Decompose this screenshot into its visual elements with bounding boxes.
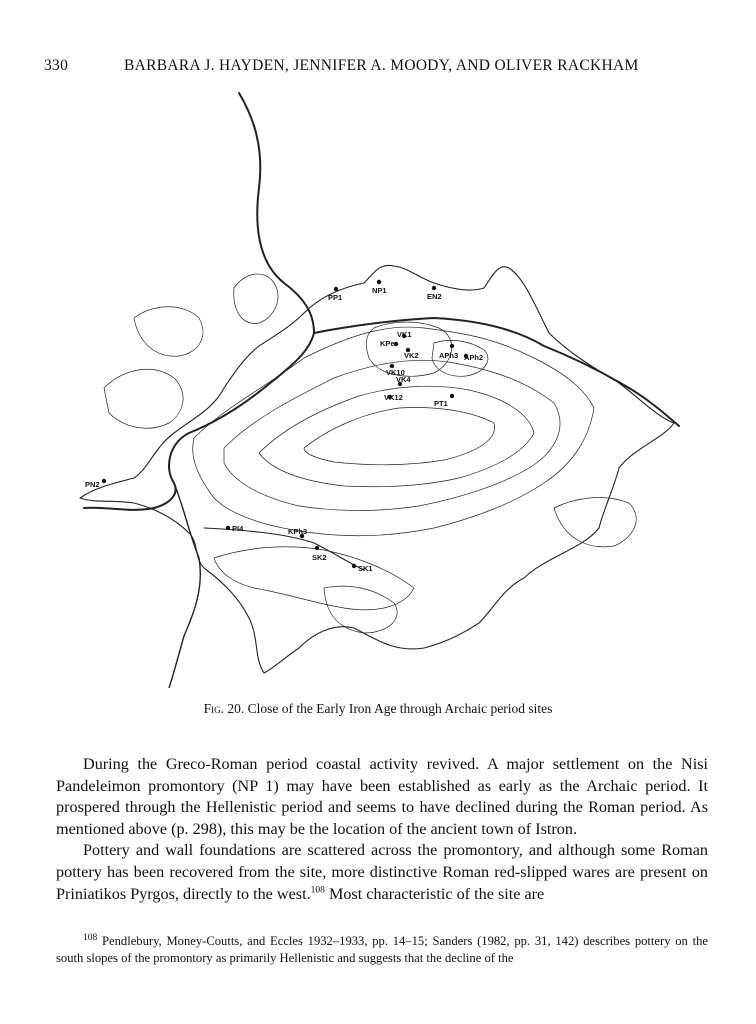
site-vk1 [397, 330, 412, 339]
contour-line [224, 360, 560, 510]
site-vk4 [396, 375, 411, 386]
svg-text:KPe: KPe [380, 339, 395, 348]
site-aph2 [464, 353, 483, 362]
svg-text:EN2: EN2 [427, 292, 442, 301]
svg-text:VK4: VK4 [396, 375, 411, 384]
paragraph-text: Most characteristic of the site are [324, 884, 545, 903]
svg-text:SK2: SK2 [312, 553, 327, 562]
road-line [204, 528, 364, 570]
svg-text:NP1: NP1 [372, 286, 387, 295]
site-en2 [427, 286, 442, 301]
svg-text:SK1: SK1 [358, 564, 373, 573]
figure-caption [0, 701, 756, 717]
site-sk1 [352, 564, 373, 573]
contour-line [554, 498, 636, 547]
page-number: 330 [44, 57, 69, 74]
road-line [169, 483, 200, 688]
contour-line [104, 369, 183, 428]
site-pp1 [328, 287, 342, 302]
body-text [56, 754, 708, 905]
contour-line [134, 307, 203, 356]
site-aph3 [439, 344, 458, 360]
footnote-text: Pendlebury, Money-Coutts, and Eccles 1932–1933, pp. 14–15; Sanders (1982, pp. 31, 142) describes pottery on the south slopes of the promontory as primarily Hellenistic and suggests that the decline of the [56, 934, 708, 965]
figure-caption-text: Close of the Early Iron Age through Archaic period sites [244, 701, 553, 716]
paragraph [56, 840, 708, 905]
footnote-number: 108 [83, 932, 98, 943]
paragraph: During the Greco-Roman period coastal activity revived. A major settlement on the Nisi Pandeleimon promontory (NP 1) may have been established as early as the Archaic period. It prospered through the Hellenistic period and seems to have declined during the Roman period. As mentioned above (p. 298), this may be the location of the ancient town of Istron. [56, 755, 708, 838]
paragraph-text: Pottery and wall foundations are scattered across the promontory, and although some Roman pottery has been recovered from the site, more distinctive Roman red-slipped wares are present on Priniatikos Pyrgos, directly to the west. [56, 841, 708, 903]
svg-text:PP1: PP1 [328, 293, 343, 302]
svg-text:VK10: VK10 [386, 368, 405, 377]
footnote [56, 933, 708, 966]
svg-text:VK12: VK12 [384, 393, 403, 402]
site-vk12 [384, 393, 403, 402]
footnote-ref[interactable]: 108 [310, 885, 325, 896]
figure-number: Fig. 20. [203, 701, 245, 716]
svg-text:VK2: VK2 [404, 351, 419, 360]
site-pn2 [85, 479, 106, 489]
site-map [74, 88, 684, 688]
site-np1 [372, 280, 387, 295]
contour-map-svg [74, 88, 684, 688]
svg-text:PT1: PT1 [434, 399, 448, 408]
site-kpe [380, 339, 398, 348]
svg-text:KPh3: KPh3 [288, 527, 308, 536]
svg-text:APh3: APh3 [439, 351, 459, 360]
svg-text:APh2: APh2 [464, 353, 484, 362]
road-line [84, 93, 314, 510]
site-pt1 [434, 394, 454, 408]
svg-text:PN2: PN2 [85, 480, 100, 489]
site-vk2 [404, 348, 419, 360]
contour-line [304, 408, 495, 465]
site-pi4 [226, 524, 244, 533]
svg-text:PI4: PI4 [232, 524, 244, 533]
svg-text:VK1: VK1 [397, 330, 412, 339]
running-header-authors: BARBARA J. HAYDEN, JENNIFER A. MOODY, AND OLIVER RACKHAM [124, 57, 639, 74]
contour-line [234, 274, 278, 323]
